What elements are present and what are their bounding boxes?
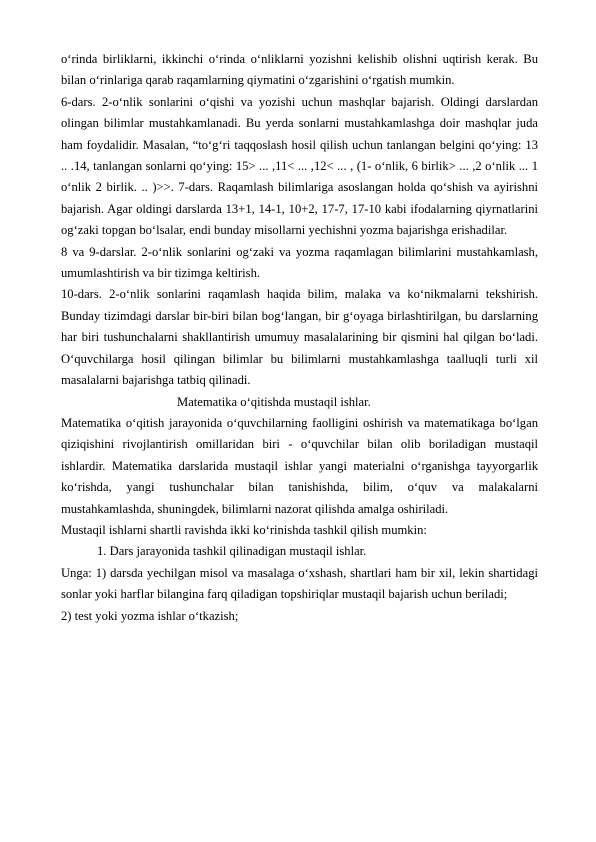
paragraph-lesson-8-9: 8 va 9-darslar. 2-o‘nlik sonlarini og‘zaki va yozma raqamlagan bilimlarini mustahkamlash, umumlashtirish va bir tizimga keltirish.	[61, 244, 538, 281]
paragraph-independent-work: Matematika o‘qitish jarayonida o‘quvchilarning faolligini oshirish va matematikaga bo‘lgan qiziqishini rivojlantirish omillaridan biri - o‘quvchilar bilan olib boriladigan mustaqil ishlardir. Matematika darslarida mustaqil ishlar yangi materialni o‘rganishga tayyorgarlik ko‘rishda, yangi tushunchalar bilan tanishishda, bilim, o‘quv va malakalarni mustahkamlashda, shuningdek, bilimlarni nazorat qilishda amalga oshiriladi.	[61, 415, 538, 516]
paragraph-two-forms: Mustaqil ishlarni shartli ravishda ikki ko‘rinishda tashkil qilish mumkin:	[61, 522, 427, 537]
document-page	[61, 49, 538, 627]
section-heading: Matematika o‘qitishda mustaqil ishlar.	[177, 394, 371, 409]
paragraph-lesson-10: 10-dars. 2-o‘nlik sonlarini raqamlash haqida bilim, malaka va ko‘nikmalarni tekshirish. Bunday tizimdagi darslar bir-biri bilan bog‘langan, bir g‘oyaga birlashtirilgan, bu darslarning har biri tushunchalarni shakllantirish umumuy masalalarining bir qismini hal qilgan bo‘ladi. O‘quvchilarga hosil qilingan bilimlar bu bilimlarni mustahkamlashga taalluqli turli xil masalalarni bajarishga tatbiq qilinadi.	[61, 287, 538, 388]
paragraph-tests: 2) test yoki yozma ishlar o‘tkazish;	[61, 608, 239, 623]
numbered-item: 1. Dars jarayonida tashkil qilinadigan mustaqil ishlar.	[97, 544, 367, 559]
paragraph-place-value: o‘rinda birliklarni, ikkinchi o‘rinda o‘nliklarni yozishni kelishib olishni uqtirish kerak. Bu bilan o‘rinlariga qarab raqamlarning qiymatini o‘zgarishini o‘rgatish mumkin.	[61, 52, 538, 88]
paragraph-tasks: Unga: 1) darsda yechilgan misol va masalaga o‘xshash, shartlari ham bir xil, lekin shartidagi sonlar yoki harflar bilangina farq qiladigan topshiriqlar mustaqil bajarish uchun beriladi;	[61, 565, 538, 602]
paragraph-lesson-6-7: 6-dars. 2-o‘nlik sonlarini o‘qishi va yozishi uchun mashqlar bajarish. Oldingi darslardan olingan bilimlar mustahkamlanadi. Bu yerda sonlarni mustahkamlashga doir mashqlar juda ham foydalidir. Masalan, “to‘g‘ri taqqoslash hosil qilish uchun tanlangan belgini qo‘ying: 13 .. .14, tanlangan sonlarni qo‘ying: 15> ... ,11< ... ,12< ... , (1- o‘nlik, 6 birlik> ... ,2 o‘nlik ... 1 o‘nlik 2 birlik. .. )>>. 7-dars. Raqamlash bilimlariga asoslangan holda qo‘shish va ayirishni bajarish. Agar oldingi darslarda 13+1, 14-1, 10+2, 17-7, 17-10 kabi ifodalarning qiyrnatlarini og‘zaki topgan bo‘lsalar, endi bunday misollarni yechishni yozma bajarishga erishadilar.	[61, 94, 538, 238]
